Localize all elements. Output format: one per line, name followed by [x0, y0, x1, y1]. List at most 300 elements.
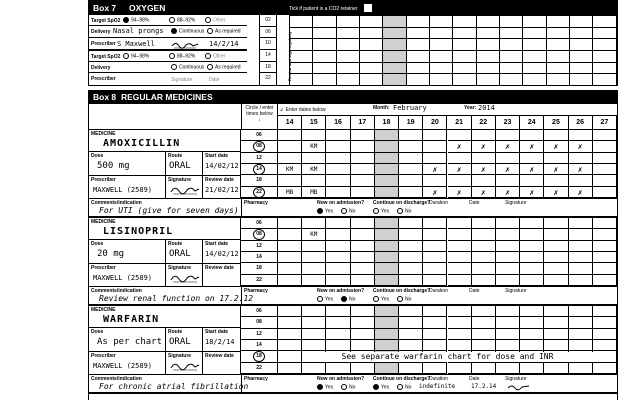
- dose-cell[interactable]: [544, 218, 568, 229]
- oxygen-cell[interactable]: [290, 50, 313, 62]
- dose-cell[interactable]: [302, 329, 326, 340]
- dose-cell[interactable]: [569, 229, 593, 240]
- dose-cell[interactable]: [423, 306, 447, 317]
- time-08[interactable]: 08: [241, 141, 278, 152]
- dose-cell[interactable]: [423, 363, 447, 374]
- dose-cell[interactable]: [351, 241, 375, 252]
- dose-cell[interactable]: [448, 229, 472, 240]
- dose-cell[interactable]: [569, 317, 593, 328]
- discharge-yes[interactable]: Yes: [373, 296, 389, 302]
- oxygen-cell[interactable]: [313, 39, 336, 51]
- time-12[interactable]: 12: [241, 329, 278, 340]
- opt-94-2[interactable]: 94–98%: [123, 53, 149, 59]
- oxygen-cell[interactable]: [336, 27, 359, 39]
- oxygen-cell[interactable]: [290, 39, 313, 51]
- opt-88[interactable]: 88–92%: [169, 17, 195, 23]
- dose-cell[interactable]: [278, 241, 302, 252]
- oxygen-cell[interactable]: [360, 27, 383, 39]
- time-14[interactable]: 14: [241, 252, 278, 263]
- dose-cell[interactable]: ✗: [569, 141, 593, 152]
- dose-cell[interactable]: [423, 229, 447, 240]
- dose-cell[interactable]: [278, 306, 302, 317]
- dose-cell[interactable]: [423, 275, 447, 286]
- dose-cell[interactable]: [351, 187, 375, 198]
- dose-cell[interactable]: [399, 241, 423, 252]
- oxygen-cell[interactable]: [313, 50, 336, 62]
- dose-cell[interactable]: [496, 340, 520, 351]
- dose-cell[interactable]: [544, 229, 568, 240]
- dose-cell[interactable]: MB: [302, 187, 326, 198]
- dose-cell[interactable]: [520, 329, 544, 340]
- oxygen-cell[interactable]: [570, 50, 593, 62]
- dose-cell[interactable]: [375, 306, 399, 317]
- oxygen-cell[interactable]: [593, 27, 617, 39]
- time-06[interactable]: 06: [241, 130, 278, 141]
- oxygen-cell[interactable]: [383, 74, 406, 86]
- dose-cell[interactable]: [520, 317, 544, 328]
- time-08[interactable]: 08: [241, 317, 278, 328]
- dose-cell[interactable]: [375, 229, 399, 240]
- dose-cell[interactable]: [448, 175, 472, 186]
- opt-other-2[interactable]: Other: [205, 53, 226, 59]
- dose-cell[interactable]: [472, 241, 496, 252]
- dose-cell[interactable]: [496, 263, 520, 274]
- oxygen-cell[interactable]: [593, 74, 617, 86]
- dose-cell[interactable]: [302, 306, 326, 317]
- dose-cell[interactable]: [351, 329, 375, 340]
- dose-cell[interactable]: [569, 252, 593, 263]
- oxygen-cell[interactable]: [406, 16, 429, 28]
- dose-cell[interactable]: [593, 153, 617, 164]
- dose-cell[interactable]: [375, 317, 399, 328]
- dose-cell[interactable]: [569, 306, 593, 317]
- dose-cell[interactable]: [351, 317, 375, 328]
- oxygen-cell[interactable]: [570, 39, 593, 51]
- dose-cell[interactable]: [375, 187, 399, 198]
- dose-cell[interactable]: [399, 187, 423, 198]
- time-08[interactable]: 08: [241, 229, 278, 240]
- dose-cell[interactable]: [569, 329, 593, 340]
- oxygen-cell[interactable]: [593, 50, 617, 62]
- dose-cell[interactable]: [472, 363, 496, 374]
- oxygen-cell[interactable]: [406, 62, 429, 74]
- time-14[interactable]: 14: [241, 340, 278, 351]
- dose-cell[interactable]: ✗: [448, 164, 472, 175]
- dose-cell[interactable]: [569, 130, 593, 141]
- dose-cell[interactable]: [593, 263, 617, 274]
- dose-cell[interactable]: [569, 241, 593, 252]
- oxygen-cell[interactable]: [476, 74, 499, 86]
- oxygen-cell[interactable]: [523, 74, 546, 86]
- dose-cell[interactable]: [399, 340, 423, 351]
- oxygen-cell[interactable]: [453, 62, 476, 74]
- dose-cell[interactable]: [326, 141, 350, 152]
- dose-cell[interactable]: ✗: [472, 141, 496, 152]
- dose-cell[interactable]: [399, 275, 423, 286]
- dose-cell[interactable]: [593, 141, 617, 152]
- oxygen-cell[interactable]: [523, 50, 546, 62]
- dose-cell[interactable]: [544, 252, 568, 263]
- opt-88-2[interactable]: 88–92%: [169, 53, 195, 59]
- dose-cell[interactable]: [423, 175, 447, 186]
- dose-cell[interactable]: [302, 218, 326, 229]
- dose-cell[interactable]: [326, 340, 350, 351]
- dose-cell[interactable]: ✗: [448, 187, 472, 198]
- co2-checkbox[interactable]: [364, 4, 372, 12]
- dose-cell[interactable]: [569, 363, 593, 374]
- dose-cell[interactable]: KM: [302, 141, 326, 152]
- time-06[interactable]: 06: [241, 218, 278, 229]
- dose-cell[interactable]: [593, 164, 617, 175]
- dose-cell[interactable]: [423, 340, 447, 351]
- admission-yes[interactable]: Yes: [317, 384, 333, 390]
- dose-cell[interactable]: [544, 153, 568, 164]
- oxygen-cell[interactable]: [430, 39, 453, 51]
- oxygen-cell[interactable]: [430, 74, 453, 86]
- time-12[interactable]: 12: [241, 241, 278, 252]
- dose-cell[interactable]: ✗: [496, 141, 520, 152]
- dose-cell[interactable]: ✗: [520, 141, 544, 152]
- discharge-no[interactable]: No: [397, 384, 411, 390]
- delivery-asrequired-2[interactable]: As required: [207, 64, 241, 70]
- oxygen-cell[interactable]: [523, 16, 546, 28]
- dose-cell[interactable]: [593, 363, 617, 374]
- dose-cell[interactable]: [423, 241, 447, 252]
- oxygen-cell[interactable]: [336, 39, 359, 51]
- oxygen-cell[interactable]: [546, 39, 569, 51]
- dose-cell[interactable]: [544, 241, 568, 252]
- oxygen-cell[interactable]: [313, 16, 336, 28]
- dose-cell[interactable]: [544, 329, 568, 340]
- dose-cell[interactable]: [472, 252, 496, 263]
- dose-cell[interactable]: [375, 340, 399, 351]
- oxygen-cell[interactable]: [360, 74, 383, 86]
- dose-cell[interactable]: [569, 275, 593, 286]
- oxygen-cell[interactable]: [290, 16, 313, 28]
- dose-cell[interactable]: [399, 218, 423, 229]
- dose-cell[interactable]: [593, 229, 617, 240]
- dose-cell[interactable]: [520, 275, 544, 286]
- dose-cell[interactable]: [351, 229, 375, 240]
- dose-cell[interactable]: [302, 241, 326, 252]
- time-14[interactable]: 14: [241, 164, 278, 175]
- dose-cell[interactable]: [569, 153, 593, 164]
- dose-cell[interactable]: [375, 252, 399, 263]
- dose-cell[interactable]: ✗: [472, 187, 496, 198]
- oxygen-cell[interactable]: [313, 62, 336, 74]
- dose-cell[interactable]: [399, 130, 423, 141]
- dose-cell[interactable]: [496, 252, 520, 263]
- opt-94[interactable]: 94–98%: [123, 17, 149, 23]
- dose-cell[interactable]: [326, 164, 350, 175]
- oxygen-cell[interactable]: [406, 50, 429, 62]
- oxygen-cell[interactable]: [336, 50, 359, 62]
- admission-no[interactable]: No: [341, 208, 355, 214]
- discharge-no[interactable]: No: [397, 296, 411, 302]
- dose-cell[interactable]: [496, 175, 520, 186]
- dose-cell[interactable]: ✗: [423, 164, 447, 175]
- dose-cell[interactable]: [375, 141, 399, 152]
- dose-cell[interactable]: [326, 229, 350, 240]
- dose-cell[interactable]: [351, 164, 375, 175]
- dose-cell[interactable]: [278, 130, 302, 141]
- dose-cell[interactable]: ✗: [544, 141, 568, 152]
- dose-cell[interactable]: [375, 218, 399, 229]
- dose-cell[interactable]: [520, 252, 544, 263]
- dose-cell[interactable]: [593, 187, 617, 198]
- dose-cell[interactable]: [278, 229, 302, 240]
- dose-cell[interactable]: [448, 306, 472, 317]
- dose-cell[interactable]: [593, 175, 617, 186]
- opt-other[interactable]: Other: [205, 17, 226, 23]
- dose-cell[interactable]: [593, 351, 617, 362]
- dose-cell[interactable]: [399, 141, 423, 152]
- dose-cell[interactable]: [472, 263, 496, 274]
- dose-cell[interactable]: KM: [302, 164, 326, 175]
- dose-cell[interactable]: [472, 340, 496, 351]
- oxygen-cell[interactable]: [523, 27, 546, 39]
- dose-cell[interactable]: [496, 229, 520, 240]
- dose-cell[interactable]: [448, 317, 472, 328]
- dose-cell[interactable]: [544, 275, 568, 286]
- dose-cell[interactable]: [302, 175, 326, 186]
- dose-cell[interactable]: ✗: [569, 187, 593, 198]
- dose-cell[interactable]: [544, 340, 568, 351]
- dose-cell[interactable]: [472, 218, 496, 229]
- discharge-yes[interactable]: Yes: [373, 384, 389, 390]
- dose-cell[interactable]: ✗: [520, 187, 544, 198]
- dose-cell[interactable]: [520, 306, 544, 317]
- dose-cell[interactable]: [593, 241, 617, 252]
- dose-cell[interactable]: [496, 329, 520, 340]
- dose-cell[interactable]: [278, 263, 302, 274]
- oxygen-cell[interactable]: [523, 39, 546, 51]
- dose-cell[interactable]: [520, 153, 544, 164]
- dose-cell[interactable]: [423, 153, 447, 164]
- oxygen-cell[interactable]: [546, 16, 569, 28]
- admission-no[interactable]: No: [341, 296, 355, 302]
- dose-cell[interactable]: [496, 363, 520, 374]
- dose-cell[interactable]: [520, 263, 544, 274]
- dose-cell[interactable]: [375, 164, 399, 175]
- dose-cell[interactable]: [569, 175, 593, 186]
- dose-cell[interactable]: [448, 153, 472, 164]
- dose-cell[interactable]: [496, 153, 520, 164]
- oxygen-cell[interactable]: [500, 27, 523, 39]
- dose-cell[interactable]: [496, 130, 520, 141]
- dose-cell[interactable]: [593, 329, 617, 340]
- dose-cell[interactable]: [351, 340, 375, 351]
- dose-cell[interactable]: [472, 229, 496, 240]
- dose-cell[interactable]: [448, 340, 472, 351]
- oxygen-cell[interactable]: [360, 39, 383, 51]
- dose-cell[interactable]: [593, 306, 617, 317]
- dose-cell[interactable]: [326, 263, 350, 274]
- dose-cell[interactable]: [496, 218, 520, 229]
- oxygen-cell[interactable]: [570, 16, 593, 28]
- oxygen-cell[interactable]: [453, 16, 476, 28]
- dose-cell[interactable]: [496, 317, 520, 328]
- dose-cell[interactable]: [302, 153, 326, 164]
- dose-cell[interactable]: [593, 218, 617, 229]
- dose-cell[interactable]: [520, 175, 544, 186]
- dose-cell[interactable]: [593, 340, 617, 351]
- dose-cell[interactable]: [423, 263, 447, 274]
- dose-cell[interactable]: [520, 130, 544, 141]
- oxygen-cell[interactable]: [383, 16, 406, 28]
- oxygen-cell[interactable]: [500, 16, 523, 28]
- dose-cell[interactable]: [326, 175, 350, 186]
- oxygen-cell[interactable]: [406, 27, 429, 39]
- dose-cell[interactable]: [593, 275, 617, 286]
- oxygen-cell[interactable]: [476, 62, 499, 74]
- dose-cell[interactable]: [520, 218, 544, 229]
- oxygen-cell[interactable]: [546, 27, 569, 39]
- time-18[interactable]: 18: [241, 263, 278, 274]
- dose-cell[interactable]: ✗: [496, 164, 520, 175]
- dose-cell[interactable]: [593, 252, 617, 263]
- oxygen-cell[interactable]: [406, 39, 429, 51]
- oxygen-cell[interactable]: [430, 50, 453, 62]
- time-12[interactable]: 12: [241, 153, 278, 164]
- dose-cell[interactable]: [302, 275, 326, 286]
- dose-cell[interactable]: [351, 263, 375, 274]
- dose-cell[interactable]: [448, 363, 472, 374]
- dose-cell[interactable]: [520, 363, 544, 374]
- dose-cell[interactable]: ✗: [472, 164, 496, 175]
- dose-cell[interactable]: ✗: [544, 164, 568, 175]
- admission-yes[interactable]: Yes: [317, 208, 333, 214]
- dose-cell[interactable]: [302, 130, 326, 141]
- admission-yes[interactable]: Yes: [317, 296, 333, 302]
- oxygen-cell[interactable]: [593, 39, 617, 51]
- oxygen-cell[interactable]: [383, 27, 406, 39]
- dose-cell[interactable]: [399, 329, 423, 340]
- oxygen-cell[interactable]: [570, 62, 593, 74]
- dose-cell[interactable]: [448, 263, 472, 274]
- dose-cell[interactable]: [302, 317, 326, 328]
- oxygen-cell[interactable]: [453, 39, 476, 51]
- dose-cell[interactable]: [569, 340, 593, 351]
- dose-cell[interactable]: [544, 317, 568, 328]
- oxygen-cell[interactable]: [546, 50, 569, 62]
- oxygen-cell[interactable]: [290, 27, 313, 39]
- dose-cell[interactable]: [448, 252, 472, 263]
- dose-cell[interactable]: [520, 229, 544, 240]
- dose-cell[interactable]: [326, 187, 350, 198]
- dose-cell[interactable]: ✗: [569, 164, 593, 175]
- dose-cell[interactable]: [520, 340, 544, 351]
- oxygen-cell[interactable]: [476, 39, 499, 51]
- dose-cell[interactable]: [278, 275, 302, 286]
- dose-cell[interactable]: [593, 317, 617, 328]
- oxygen-cell[interactable]: [593, 16, 617, 28]
- dose-cell[interactable]: [326, 275, 350, 286]
- delivery-continuous[interactable]: Continuous: [171, 28, 204, 34]
- time-18[interactable]: 18: [241, 175, 278, 186]
- dose-cell[interactable]: [302, 363, 326, 374]
- dose-cell[interactable]: [326, 130, 350, 141]
- delivery-asrequired[interactable]: As required: [207, 28, 241, 34]
- dose-cell[interactable]: [326, 317, 350, 328]
- dose-cell[interactable]: [375, 175, 399, 186]
- dose-cell[interactable]: [351, 275, 375, 286]
- dose-cell[interactable]: [326, 241, 350, 252]
- oxygen-cell[interactable]: [406, 74, 429, 86]
- dose-cell[interactable]: [326, 306, 350, 317]
- dose-cell[interactable]: [375, 275, 399, 286]
- dose-cell[interactable]: KM: [302, 229, 326, 240]
- dose-cell[interactable]: [423, 252, 447, 263]
- oxygen-cell[interactable]: [430, 62, 453, 74]
- oxygen-cell[interactable]: [453, 74, 476, 86]
- oxygen-cell[interactable]: [476, 16, 499, 28]
- oxygen-cell[interactable]: [476, 27, 499, 39]
- oxygen-cell[interactable]: [313, 27, 336, 39]
- dose-cell[interactable]: [351, 218, 375, 229]
- oxygen-cell[interactable]: [336, 16, 359, 28]
- oxygen-cell[interactable]: [383, 39, 406, 51]
- dose-cell[interactable]: [278, 340, 302, 351]
- dose-cell[interactable]: [472, 317, 496, 328]
- dose-cell[interactable]: [496, 241, 520, 252]
- dose-cell[interactable]: [448, 130, 472, 141]
- dose-cell[interactable]: [593, 130, 617, 141]
- dose-cell[interactable]: [278, 175, 302, 186]
- dose-cell[interactable]: [423, 141, 447, 152]
- dose-cell[interactable]: [544, 306, 568, 317]
- dose-cell[interactable]: [351, 153, 375, 164]
- admission-no[interactable]: No: [341, 384, 355, 390]
- dose-cell[interactable]: [544, 175, 568, 186]
- dose-cell[interactable]: [472, 175, 496, 186]
- dose-cell[interactable]: [544, 130, 568, 141]
- oxygen-cell[interactable]: [546, 62, 569, 74]
- oxygen-cell[interactable]: [290, 74, 313, 86]
- dose-cell[interactable]: [496, 306, 520, 317]
- time-22[interactable]: 22: [241, 363, 278, 374]
- dose-cell[interactable]: [302, 252, 326, 263]
- discharge-no[interactable]: No: [397, 208, 411, 214]
- dose-cell[interactable]: [351, 252, 375, 263]
- dose-cell[interactable]: [423, 130, 447, 141]
- time-18[interactable]: 18: [241, 351, 278, 362]
- dose-cell[interactable]: [278, 317, 302, 328]
- dose-cell[interactable]: [399, 306, 423, 317]
- dose-cell[interactable]: [448, 275, 472, 286]
- dose-cell[interactable]: [448, 329, 472, 340]
- dose-cell[interactable]: [423, 218, 447, 229]
- oxygen-cell[interactable]: [360, 62, 383, 74]
- oxygen-cell[interactable]: [383, 50, 406, 62]
- dose-cell[interactable]: [399, 175, 423, 186]
- dose-cell[interactable]: [375, 241, 399, 252]
- dose-cell[interactable]: [302, 263, 326, 274]
- dose-cell[interactable]: [351, 363, 375, 374]
- dose-cell[interactable]: [351, 141, 375, 152]
- dose-cell[interactable]: [326, 153, 350, 164]
- dose-cell[interactable]: [423, 317, 447, 328]
- oxygen-cell[interactable]: [313, 74, 336, 86]
- dose-cell[interactable]: [544, 263, 568, 274]
- oxygen-cell[interactable]: [476, 50, 499, 62]
- dose-cell[interactable]: [278, 329, 302, 340]
- dose-cell[interactable]: [326, 329, 350, 340]
- time-22[interactable]: 22: [241, 275, 278, 286]
- dose-cell[interactable]: [375, 130, 399, 141]
- oxygen-cell[interactable]: [290, 62, 313, 74]
- dose-cell[interactable]: [278, 153, 302, 164]
